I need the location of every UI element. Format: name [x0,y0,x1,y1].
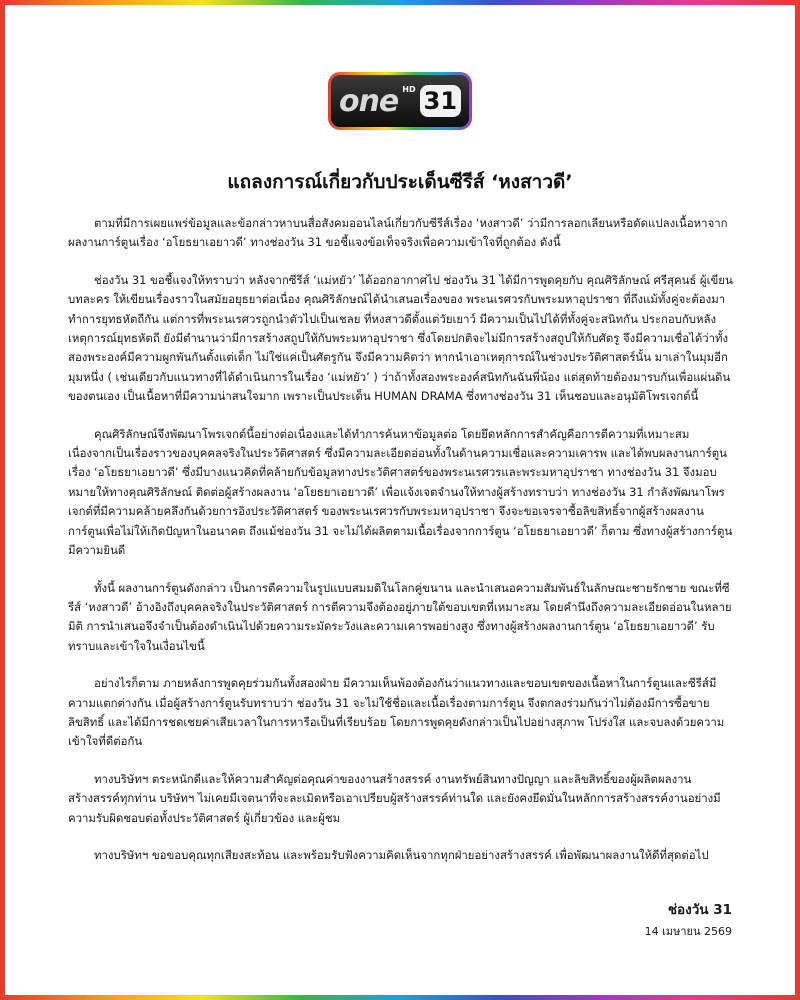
paragraph-agreement: อย่างไรก็ตาม ภายหลังการพูดคุยร่วมกันทั้งสองฝ่าย มีความเห็นพ้องต้องกันว่าแนวทางและขอบเขตของเนื้อหาในการ์ตูนและซีรีส์มีความแตกต่างกัน เมื่อผู้สร้างการ์ตูนรับทราบว่า ช่องวัน 31 จะไม่ใช้ชื่อและเนื้อเรื่องตามการ์ตูน จึงตกลงร่วมกันว่าไม่ต้องมีการซื้อขายลิขสิทธิ์ และได้มีการชดเชยค่าเสียเวลาในการหารือเป็นที่เรียบร้อย โดยการพูดคุยดังกล่าวเป็นไปอย่างสุภาพ โปร่งใส และจบลงด้วยความเข้าใจที่ดีต่อกัน [68,676,725,749]
logo-badge [331,75,469,127]
channel-logo [328,72,472,130]
paragraph-research: คุณศิริลักษณ์จึงพัฒนาโพรเจกต์นี้อย่างต่อเนื่องและได้ทำการค้นหาข้อมูลต่อ โดยยึดหลักการสำคัญคือการตีความที่เหมาะสม เนื่องจากเป็นเรื่องราวของบุคคลจริงในประวัติศาสตร์ ซึ่งมีความละเอียดอ่อนทั้งในด้านความเชื่อและความเคารพ และได้พบผลงานการ์ตูนเรื่อง ‘อโยธยาเอยาวดี’ ซึ่งมีบางแนวคิดที่คล้ายกับข้อมูลทางประวัติศาสตร์ของพระนเรศวรและพระมหาอุปราชา ทางช่องวัน 31 จึงมอบหมายให้ทางคุณศิริลักษณ์ ติดต่อผู้สร้างผลงาน ‘อโยธยาเอยาวดี’ เพื่อแจ้งเจตจำนงให้ทางผู้สร้างทราบว่า ทางช่องวัน 31 กำลังพัฒนาโพรเจกต์ที่มีความคล้ายคลึงกันด้วยการอิงประวัติศาสตร์ ของพระนเรศวรกับพระมหาอุปราชา จึงจะขอเจรจาซื้อลิขสิทธิ์จากผู้สร้างผลงานการ์ตูนเพื่อไม่ให้เกิดปัญหาในอนาคต ถึงแม้ช่องวัน 31 จะไม่ได้ผลิตตามเนื้อเรื่องจากการ์ตูน ‘อโยธยาเอยาวดี’ ก็ตาม ซึ่งทางผู้สร้างการ์ตูนมีความยินดี [68,426,733,558]
paragraph-background: ช่องวัน 31 ขอชี้แจงให้ทราบว่า หลังจากซีรีส์ ‘แม่หยัว’ ได้ออกอากาศไป ช่องวัน 31 ได้มีการพูดคุยกับ คุณศิริลักษณ์ ศรีสุคนธ์ ผู้เขียนบทละคร ให้เขียนเรื่องราวในสมัยอยุธยาต่อเนื่อง คุณศิริลักษณ์ได้นำเสนอเรื่องของ พระนเรศวรกับพระมหาอุปราชา ที่ถึงแม้ทั้งคู่จะต้องมาทำการยุทธหัตถีกัน แต่การที่พระนเรศวรถูกนำตัวไปเป็นเชลย ที่หงสาวดีตั้งแต่วัยเยาว์ มีความเป็นไปได้ที่ทั้งคู่จะสนิทกัน ประกอบกับหลังเหตุการณ์ยุทธหัตถี ยังมีตำนานว่ามีการสร้างสถูปให้กับพระมหาอุปราชา ซึ่งโดยปกติจะไม่มีการสร้างสถูปให้กับศัตรู จึงมีความเชื่อได้ว่าทั้งสองพระองค์มีความผูกพันกันตั้งแต่เด็ก ไม่ใช่แค่เป็นศัตรูกัน จึงมีความคิดว่า หากนำเอาเหตุการณ์ในช่วงประวัติศาสตร์นั้น มาเล่าในมุมอีกมุมหนึ่ง ( เช่นเดียวกับแนวทางที่ได้ดำเนินการในเรื่อง ‘แม่หยัว’ ) ว่าถ้าทั้งสองพระองค์สนิทกันฉันพี่น้อง แต่สุดท้ายต้องมารบกันเพื่อแผ่นดินของตนเอง เป็นเนื้อหาที่มีความน่าสนใจมาก เพราะเป็นประเด็น HUMAN DRAMA ซึ่งทางช่องวัน 31 เห็นชอบและอนุมัติโพรเจกต์นี้ [68,272,733,404]
paragraph-intro: ตามที่มีการเผยแพร่ข้อมูลและข้อกล่าวหาบนสื่อสังคมออนไลน์เกี่ยวกับซีรีส์เรื่อง ‘หงสาวดี’ ว่ามีการลอกเลียนหรือดัดแปลงเนื้อหาจากผลงานการ์ตูนเรื่อง ‘อโยธยาเอยาวดี’ ทางช่องวัน 31 ขอชี้แจงข้อเท็จจริงเพื่อความเข้าใจที่ถูกต้อง ดังนี้ [68,216,728,250]
paragraph-interpretation: ทั้งนี้ ผลงานการ์ตูนดังกล่าว เป็นการตีความในรูปแบบสมมติในโลกคู่ขนาน และนำเสนอความสัมพันธ์ในลักษณะชายรักชาย ขณะที่ซีรีส์ ‘หงสาวดี’ อ้างอิงถึงบุคคลจริงในประวัติศาสตร์ การตีความจึงต้องอยู่ภายใต้ขอบเขตที่เหมาะสม โดยคำนึงถึงความละเอียดอ่อนในหลายมิติ การนำเสนอจึงจำเป็นต้องดำเนินไปด้วยความระมัดระวังและความเคารพอย่างสูง ซึ่งทางผู้สร้างผลงานการ์ตูน ‘อโยธยาเอยาวดี’ รับทราบและเข้าใจในเงื่อนไขนี้ [68,580,732,653]
statement-body [68,214,733,883]
signature-name: ช่องวัน 31 [667,902,732,918]
logo-one-text: one [338,83,399,119]
paragraph-thanks: ทางบริษัทฯ ขอขอบคุณทุกเสียงสะท้อน และพร้อมรับฟังความคิดเห็นจากทุกฝ่ายอย่างสร้างสรรค์ เพื่อพัฒนาผลงานให้ดีที่สุดต่อไป [94,847,709,862]
signature-block [645,898,732,940]
page-title: แถลงการณ์เกี่ยวกับประเด็นซีรีส์ ‘หงสาวดี’ [227,171,573,193]
logo-hd-text: HD [402,85,416,94]
logo-31-badge: 31 [420,85,461,117]
signature-date: 14 เมษายน 2569 [644,925,732,938]
paragraph-commitment: ทางบริษัทฯ ตระหนักดีและให้ความสำคัญต่อคุณค่าของงานสร้างสรรค์ งานทรัพย์สินทางปัญญา และลิขสิทธิ์ของผู้ผลิตผลงานสร้างสรรค์ทุกท่าน บริษัทฯ ไม่เคยมีเจตนาที่จะละเมิดหรือเอาเปรียบผู้สร้างสรรค์ท่านใด และยังคงยึดมั่นในหลักการสร้างสรรค์งานอย่างมีความรับผิดชอบต่อทั้งประวัติศาสตร์ ผู้เกี่ยวข้อง และผู้ชม [68,771,721,825]
